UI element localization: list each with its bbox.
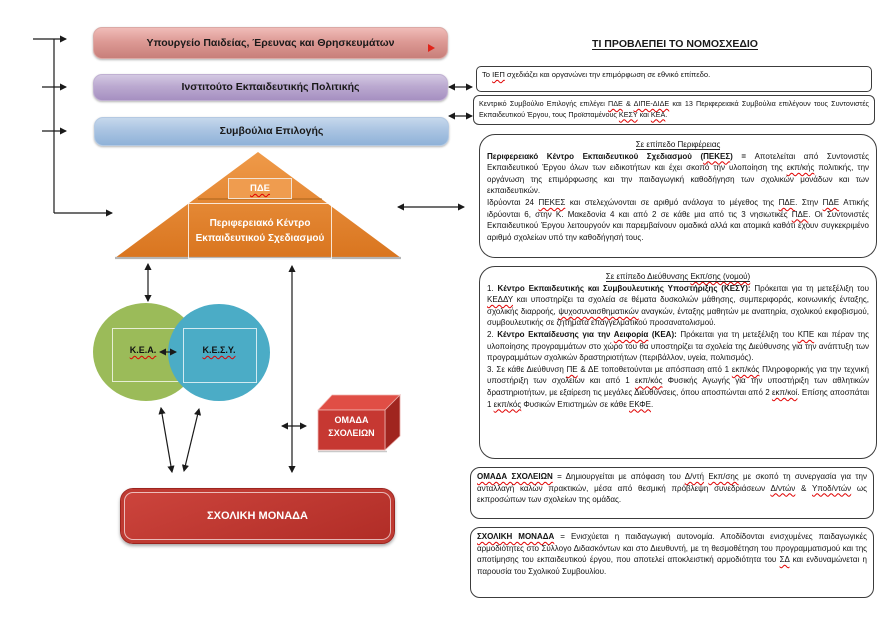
info-title: ΤΙ ΠΡΟΒΛΕΠΕΙ ΤΟ ΝΟΜΟΣΧΕΔΙΟ — [592, 38, 758, 50]
kesy-label: Κ.Ε.Σ.Υ. — [202, 345, 236, 355]
arrow-circles-unit-left — [161, 408, 172, 472]
info-box-pekes — [479, 134, 877, 258]
info-box-central-council-text: Κεντρικό Συμβούλιο Επιλογής επιλέγει ΠΔΕ & ΔΙΠΕ-ΔΙΔΕ και 13 Περιφερειακά Συμβούλια επιλέγουν τους Συντονιστές Εκπαιδευτικού Έργου, τους Προϊσταμένους ΚΕΣΥ και ΚΕΑ. — [479, 99, 870, 119]
pekes-label-line2: Εκπαιδευτικού Σχεδιασμού — [195, 233, 325, 244]
info-box-kesy-kea-item3: 3. Σε κάθε Διεύθυνση ΠΕ & ΔΕ τοποθετούνται με απόσπαση από 1 εκπ/κός Πληροφορικής για την τεχνική υποστήριξη των σχολείων και από 1 εκπ/κός Φυσικής Αγωγής για την υποστήριξη των αθλητικών δραστηριοτήτων, με εξαίρεση τις μεγάλες Διευθύνσεις, όπου αποσπώνται από 2 εκπ/κοί. Επίσης αποσπάται 1 εκπ/κός Φυσικών Επιστημών σε κάθε ΕΚΦΕ. — [487, 364, 869, 409]
info-box-school-group — [470, 467, 874, 519]
info-box-kesy-kea-heading: Σε επίπεδο Διεύθυνσης Εκπ/σης (νομού) — [605, 272, 751, 281]
school-group-label: ΟΜΑΔΑ ΣΧΟΛΕΙΩΝ — [328, 415, 375, 438]
info-box-school-unit — [470, 527, 874, 598]
info-box-iep — [476, 66, 872, 92]
info-box-kesy-kea — [479, 266, 877, 459]
school-unit-label: ΣΧΟΛΙΚΗ ΜΟΝΑΔΑ — [207, 510, 308, 522]
info-box-pekes-heading: Σε επίπεδο Περιφέρειας — [635, 140, 721, 149]
info-box-central-council — [473, 95, 875, 125]
info-box-school-unit-text: ΣΧΟΛΙΚΗ ΜΟΝΑΔΑ = Ενισχύεται η παιδαγωγική αυτονομία. Αποδίδονται ενισχυμένες παιδαγωγικές αρμοδιότητες στο Σύλλογο Διδασκόντων και στο Διευθυντή, με τη θεσμοθέτηση του προγραμματισμού και της αποτίμησης του εκπαιδευτικού έργου, που αποτελεί αποκλειστική αρμοδιότητα του ΣΔ και ενδυναμώνεται η παρουσία του Σχολικού Συμβουλίου. — [477, 532, 867, 576]
info-box-iep-text: Το ΙΕΠ σχεδιάζει και οργανώνει την επιμόρφωση σε εθνικό επίπεδο. — [482, 70, 711, 79]
info-box-pekes-para2: Ιδρύονται 24 ΠΕΚΕΣ και στελεχώνονται σε αριθμό ανάλογα το μέγεθος της ΠΔΕ. Στην ΠΔΕ Αττικής ιδρύονται 6, στην Κ. Μακεδονία 4 και από 2 σε κάθε μια από τις 3 νησιωτικές ΠΔΕ. Οι Συντονιστές Εκπαιδευτικού Έργου λειτουργούν και παρεμβαίνουν ομαδικά αλλά και ατομικά καθότι έχουν συγκεκριμένο αριθμό σχολείων υπό την καθοδήγησή τους. — [487, 197, 869, 242]
pekes-label-line1: Περιφερειακό Κέντρο — [209, 218, 311, 229]
info-box-kesy-kea-item1: 1. Κέντρο Εκπαιδευτικής και Συμβουλευτικής Υποστήριξης (ΚΕΣΥ): Πρόκειται για τη μετεξέλιξη του ΚΕΔΔΥ και υποστηρίζει τα σχολεία σε θέματα δυσκολιών μάθησης, συμπεριφοράς, κοινωνικής ένταξης, σχολικής διαρροής, ψυχοσυναισθηματικών αναγκών, ένταξης μαθητών με αναπηρία, σχολικού εκφοβισμού, συμβουλευτικής σε ζητήματα επαγγελματικού προσανατολισμού. — [487, 283, 869, 328]
play-triangle-icon — [428, 44, 435, 52]
info-box-school-group-text: ΟΜΑΔΑ ΣΧΟΛΕΙΩΝ = Δημιουργείται με απόφαση του Δ/ντή Εκπ/σης με σκοπό τη συνεργασία για την ανταλλαγή καλών πρακτικών, μέσα από θεσμική πρόβλεψη συνεδριάσεων Δ/ντών & Υποδ/ντών ως εκπροσώπων των σχολείων της ομάδας. — [477, 472, 868, 505]
info-box-kesy-kea-item2: 2. Κέντρο Εκπαίδευσης για την Αειφορία (ΚΕΑ): Πρόκειται για τη μετεξέλιξη του ΚΠΕ και πέραν της υλοποίησης προγραμμάτων στο χώρο του θα υποστηρίζει τα σχολεία της Διεύθυνσης για την ανάπτυξη των προγραμμάτων σχολικών δραστηριοτήτων (περιβάλλον, υγεία, πολιτισμός). — [487, 329, 869, 363]
pde-box — [228, 178, 292, 199]
school-unit-box — [120, 488, 395, 544]
info-box-pekes-para1: Περιφερειακό Κέντρο Εκπαιδευτικού Σχεδιασμού (ΠΕΚΕΣ) = Αποτελείται από Συντονιστές Εκπαιδευτικού Έργου όλων των ειδικοτήτων και έχει σκοπό την υλοποίηση της εκπ/κής πολιτικής, την οργάνωση της επιμόρφωσης και την παιδαγωγική καθοδήγηση των σχολικών μονάδων και των εκπαιδευτικών. — [487, 151, 870, 196]
kesy-inner-rect — [183, 328, 257, 383]
ministry-label: Υπουργείο Παιδείας, Έρευνας και Θρησκευμάτων — [146, 37, 395, 49]
ministry-box — [93, 27, 448, 59]
pekes-pyramid-box — [188, 203, 332, 259]
institute-label: Ινστιτούτο Εκπαιδευτικής Πολιτικής — [181, 81, 360, 93]
institute-box — [93, 74, 448, 101]
selection-councils-label: Συμβούλια Επιλογής — [219, 125, 324, 137]
pde-label: ΠΔΕ — [249, 183, 271, 194]
arrow-circles-unit-right — [184, 409, 199, 471]
selection-councils-box — [94, 117, 449, 146]
kea-label: Κ.Ε.Α. — [129, 345, 157, 355]
